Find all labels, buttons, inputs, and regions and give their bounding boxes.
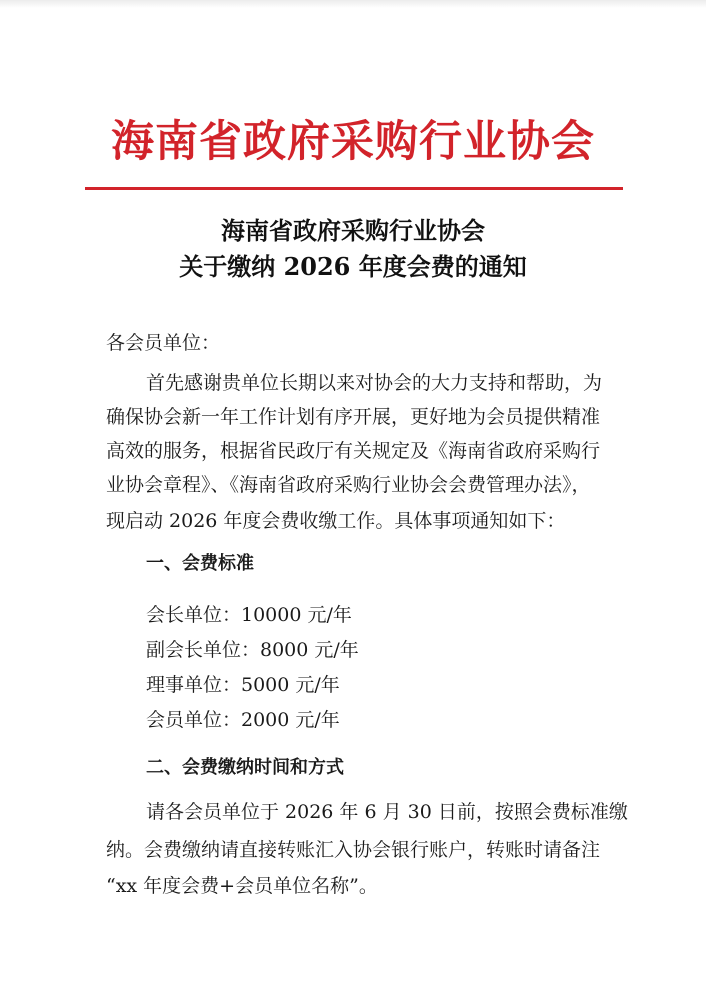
document-title-line-2: 关于缴纳 2026 年度会费的通知 — [179, 252, 527, 281]
intro-line-5: 现启动 2026 年度会费收缴工作。具体事项通知如下： — [106, 510, 566, 532]
scan-top-edge — [0, 0, 706, 8]
intro-line-1: 首先感谢贵单位长期以来对协会的大力支持和帮助，为 — [146, 372, 603, 394]
payment-line-2: 纳。会费缴纳请直接转账汇入协会银行账户，转账时请备注 — [106, 839, 601, 861]
section-1-heading: 一、会费标准 — [146, 553, 254, 574]
payment-line-1: 请各会员单位于 2026 年 6 月 30 日前，按照会费标准缴 — [146, 801, 628, 823]
fee-council-unit: 理事单位：5000 元/年 — [146, 674, 340, 696]
salutation: 各会员单位： — [106, 332, 221, 354]
document-title-line-1: 海南省政府采购行业协会 — [221, 216, 485, 245]
section-2-heading: 二、会费缴纳时间和方式 — [146, 757, 344, 778]
intro-line-3: 高效的服务，根据省民政厅有关规定及《海南省政府采购行 — [106, 440, 601, 462]
fee-vice-president-unit: 副会长单位：8000 元/年 — [146, 639, 359, 661]
organization-letterhead: 海南省政府采购行业协会 — [111, 117, 595, 167]
intro-line-4: 业协会章程》、《海南省政府采购行业协会会费管理办法》， — [106, 474, 591, 496]
fee-president-unit: 会长单位：10000 元/年 — [146, 604, 352, 626]
payment-line-3: “xx 年度会费+会员单位名称”。 — [106, 875, 378, 897]
fee-member-unit: 会员单位：2000 元/年 — [146, 709, 340, 731]
letterhead-divider — [85, 187, 623, 190]
intro-line-2: 确保协会新一年工作计划有序开展，更好地为会员提供精准 — [106, 406, 601, 428]
